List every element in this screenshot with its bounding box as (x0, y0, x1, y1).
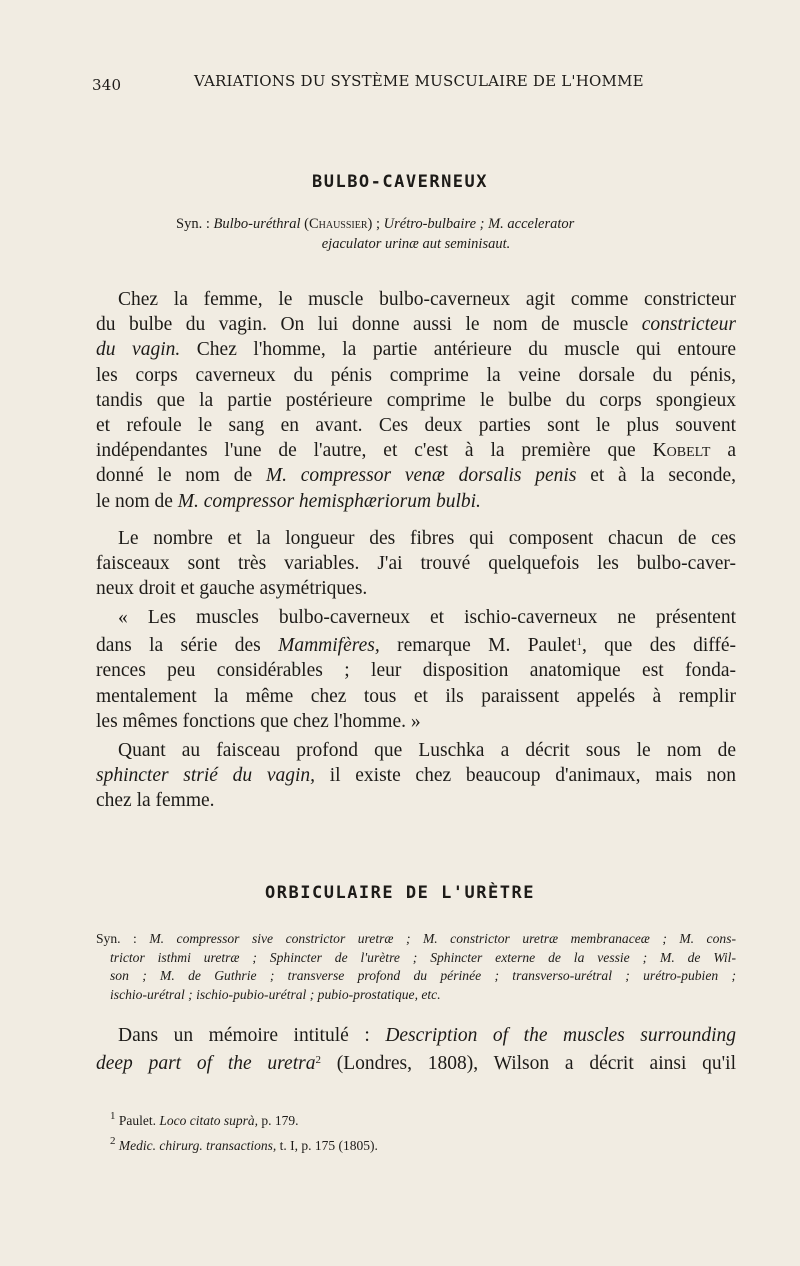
synonyms-orbiculaire: Syn. : M. compressor sive constrictor uretræ ; M. constrictor uretræ membranaceæ ; M. cons- trictor isthmi uretræ ; Sphincter de l'urètre ; Sphincter externe de la vessie ; M. de Wil- son ; M. de Guthrie ; transverse profond du périnée ; transverso-urétral ; urétro-pubien ; ischio-urétral ; ischio-pubio-urétral ; pubio-prostatique, etc. (96, 931, 737, 1002)
footnote-2: $^2$ Medic. chirurg. transactions, t. I, p. 175 (1805). (110, 1135, 378, 1153)
synonyms-line: Syn. : Bulbo-uréthral (Chaussier) ; Urétro-bulbaire ; M. accelerator (176, 216, 575, 232)
running-title: VARIATIONS DU SYSTÈME MUSCULAIRE DE L'HOMME (194, 72, 644, 90)
paragraph-2: Le nombre et la longueur des fibres qui composent chacun de ces faisceaux sont très variables. J'ai trouvé quelquefois les bulbo-caver- neux droit et gauche asymétriques. (96, 528, 736, 600)
page-number: 340 (92, 76, 122, 94)
synonyms-line: ejaculator urinæ aut seminisaut. (321, 236, 511, 252)
footnotes (110, 1106, 610, 1156)
paragraph-1: Chez la femme, le muscle bulbo-caverneux agit comme constricteur du bulbe du vagin. On lui donne aussi le nom de muscle constricteur du vagin. Chez l'homme, la partie antérieure du muscle qui entoure les corps caverneux du pénis comprime la veine dorsale du pénis, tandis que la partie postérieure comprime le bulbe du corps spongieux et refoule le sang en avant. Ces deux parties sont le plus souvent indépendantes l'une de l'autre, et c'est à la première que Kobelt a donné le nom de M. compressor venæ dorsalis penis et à la seconde, le nom de M. compressor hemisphæriorum bulbi. (96, 289, 737, 512)
running-header (92, 72, 752, 100)
paragraph-4: Quant au faisceau profond que Luschka a décrit sous le nom de sphincter strié du vagin, il existe chez beaucoup d'animaux, mais non chez la femme. (96, 740, 736, 812)
section-title-orbiculaire: ORBICULAIRE DE L'URÈTRE (265, 883, 535, 903)
paragraph-3: « Les muscles bulbo-caverneux et ischio-caverneux ne présentent dans la série des Mammifères, remarque M. Paulet$^1$, que des diffé- rences peu considérables ; leur disposition anatomique est fonda- mentalement la même chez tous et ils paraissent appelés à remplir les mêmes fonctions que chez l'homme. » (96, 607, 737, 732)
synonyms-bulbo-caverneux (176, 214, 696, 254)
paragraph-5: Dans un mémoire intitulé : Description of the muscles surrounding deep part of the uretra$^2$ (Londres, 1808), Wilson a décrit ainsi qu'il (96, 1025, 737, 1075)
section-title-bulbo-caverneux: BULBO-CAVERNEUX (311, 172, 489, 192)
footnote-1: $^1$ Paulet. Loco citato suprà, p. 179. (110, 1110, 299, 1128)
